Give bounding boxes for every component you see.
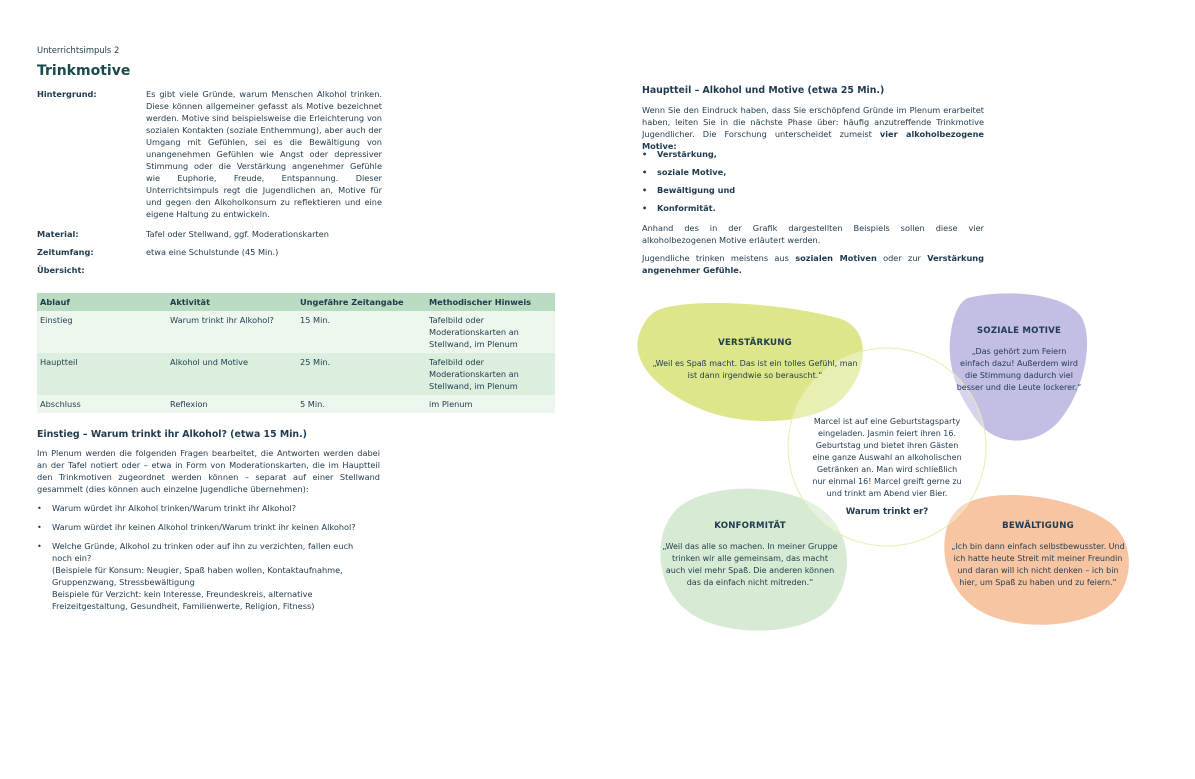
table-cell: Abschluss: [37, 395, 167, 413]
lesson-plan-table: [37, 293, 555, 413]
left-page: [0, 0, 597, 779]
table-row: [37, 311, 555, 353]
soziale-motive-box: [956, 325, 1082, 394]
konformitaet-box: [662, 520, 838, 589]
graphic-intro: Anhand des in der Grafik dargestellten Beispiels sollen diese vier alkoholbezogenen Motive erläutert werden.: [642, 223, 984, 245]
table-cell: 25 Min.: [297, 353, 426, 395]
list-item: • Konformität.: [642, 202, 942, 214]
list-item: • soziale Motive,: [642, 166, 942, 178]
summary-bold: sozialen Motiven: [795, 253, 877, 263]
question-list: [37, 502, 372, 612]
list-item: • Bewältigung und: [642, 184, 942, 196]
list-item: • Warum würdet ihr keinen Alkohol trinken/Warum trinkt ihr keinen Alkohol?: [37, 521, 372, 533]
list-item: • Warum würdet ihr Alkohol trinken/Warum trinkt ihr Alkohol?: [37, 502, 372, 514]
blob-quote: „Das gehört zum Feiern einfach dazu! Außerdem wird die Stimmung dadurch viel besser und die Leute lockerer.“: [956, 347, 1082, 392]
meta-key: Übersicht:: [37, 265, 85, 275]
blob-quote: „Weil es Spaß macht. Das ist ein tolles Gefühl, man ist dann irgendwie so berauscht.“: [652, 359, 858, 380]
table-cell: Reflexion: [167, 395, 297, 413]
examples-abstinence: Beispiele für Verzicht: kein Interesse, Freundeskreis, alternative Freizeitgestaltung, Gesundheit, Familienwerte, Religion, Fitness): [52, 589, 315, 611]
section-heading: Hauptteil – Alkohol und Motive (etwa 25 Min.): [642, 85, 885, 96]
list-item: [37, 540, 372, 612]
meta-background: [37, 88, 382, 220]
intro-bold: vier alkoholbezogene Motive:: [642, 129, 984, 151]
meta-key: Material:: [37, 229, 79, 239]
table-cell: Einstieg: [37, 311, 167, 353]
table-cell: Warum trinkt ihr Alkohol?: [167, 311, 297, 353]
meta-material: [37, 228, 382, 240]
blob-quote: „Weil das alle so machen. In meiner Gruppe trinken wir alle gemeinsam, das macht auch viel mehr Spaß. Die anderen können das da einfach nicht mitreden.“: [662, 542, 838, 587]
center-question: Warum trinkt er?: [845, 507, 929, 517]
intro-text: Wenn Sie den Eindruck haben, dass Sie erschöpfend Gründe im Plenum erarbeitet haben, leiten Sie in die nächste Phase über: häufig anzutreffende Trinkmotive Jugendlicher. Die Forschung unterscheidet zumeist: [642, 105, 984, 139]
blob-title: BEWÄLTIGUNG: [1002, 521, 1074, 531]
question-text: Welche Gründe, Alkohol zu trinken oder auf ihn zu verzichten, fallen euch noch ein?: [52, 541, 354, 563]
center-story: Marcel ist auf eine Geburtstagsparty eingeladen. Jasmin feiert ihren 16. Geburtstag und bietet ihren Gästen eine ganze Auswahl an alkoholischen Getränken an. Man wird schließlich nur einmal 16! Marcel greift gerne zu und trinkt am Abend vier Bier.: [812, 417, 962, 498]
list-item: • Verstärkung,: [642, 148, 942, 160]
blob-title: VERSTÄRKUNG: [718, 338, 792, 348]
blob-title: SOZIALE MOTIVE: [976, 326, 1062, 336]
table-cell: Tafelbild oder Moderationskarten an Stellwand, im Plenum: [426, 311, 555, 353]
blob-title: KONFORMITÄT: [714, 521, 786, 531]
table-cell: im Plenum: [426, 395, 555, 413]
meta-duration: [37, 246, 382, 258]
summary-text: Jugendliche trinken meistens aus: [642, 253, 796, 263]
blob-quote: „Ich bin dann einfach selbstbewusster. Und ich hatte heute Streit mit meiner Freundin und daran will ich nicht denken – ich bin hier, um Spaß zu haben und zu feiern.“: [951, 542, 1125, 587]
section-heading: Einstieg – Warum trinkt ihr Alkohol? (etwa 15 Min.): [37, 429, 307, 440]
meta-value: [146, 264, 382, 276]
meta-overview: [37, 264, 382, 276]
col-header: Ungefähre Zeitangabe: [297, 293, 426, 311]
table-cell: 15 Min.: [297, 311, 426, 353]
bewaeltigung-box: [950, 520, 1126, 589]
table-cell: Tafelbild oder Moderationskarten an Stellwand, im Plenum: [426, 353, 555, 395]
col-header: Ablauf: [37, 293, 167, 311]
center-scenario: [811, 416, 963, 518]
kicker: Unterrichtsimpuls 2: [37, 45, 120, 55]
table-cell: Hauptteil: [37, 353, 167, 395]
table-cell: Alkohol und Motive: [167, 353, 297, 395]
meta-key: Hintergrund:: [37, 89, 97, 99]
examples-consumption: (Beispiele für Konsum: Neugier, Spaß haben wollen, Kontaktaufnahme, Gruppenzwang, Stressbewältigung: [52, 565, 343, 587]
col-header: Aktivität: [167, 293, 297, 311]
col-header: Methodischer Hinweis: [426, 293, 555, 311]
meta-value: Es gibt viele Gründe, warum Menschen Alkohol trinken. Diese können allgemeiner gefasst als Motive bezeichnet werden. Motive sind beispielsweise die Erleichterung von sozialen Kontakten (soziale Enthemmung), aber auch der Umgang mit Gefühlen, sei es die Bewältigung von unangenehmen Gefühlen wie Angst oder depressiver Stimmung oder die Verstärkung angenehmer Gefühle wie Euphorie, Freude, Entspannung. Dieser Unterrichtsimpuls regt die Jugendlichen an, Motive für und gegen den Alkoholkonsum zu reflektieren und eine eigene Haltung zu entwickeln.: [146, 89, 382, 219]
verstaerkung-box: [650, 337, 860, 382]
meta-value: etwa eine Schulstunde (45 Min.): [146, 247, 279, 257]
page-title: Trinkmotive: [37, 63, 131, 79]
table-header-row: [37, 293, 555, 311]
summary-text: oder zur: [876, 253, 928, 263]
summary-bold: Verstärkung angenehmer Gefühle.: [642, 253, 984, 275]
table-row: [37, 353, 555, 395]
motives-graphic: [598, 0, 1195, 779]
meta-value: Tafel oder Stellwand, ggf. Moderationskarten: [146, 229, 329, 239]
table-cell: 5 Min.: [297, 395, 426, 413]
table-row: [37, 395, 555, 413]
right-page: [598, 0, 1195, 779]
section-intro: Im Plenum werden die folgenden Fragen bearbeitet, die Antworten werden dabei an der Tafel notiert oder – etwa in Form von Moderationskarten, die im Hauptteil den Trinkmotiven zugeordnet werden können – separat auf einer Stellwand gesammelt (dies können auch einzelne Jugendliche übernehmen):: [37, 448, 380, 494]
meta-key: Zeitumfang:: [37, 247, 94, 257]
